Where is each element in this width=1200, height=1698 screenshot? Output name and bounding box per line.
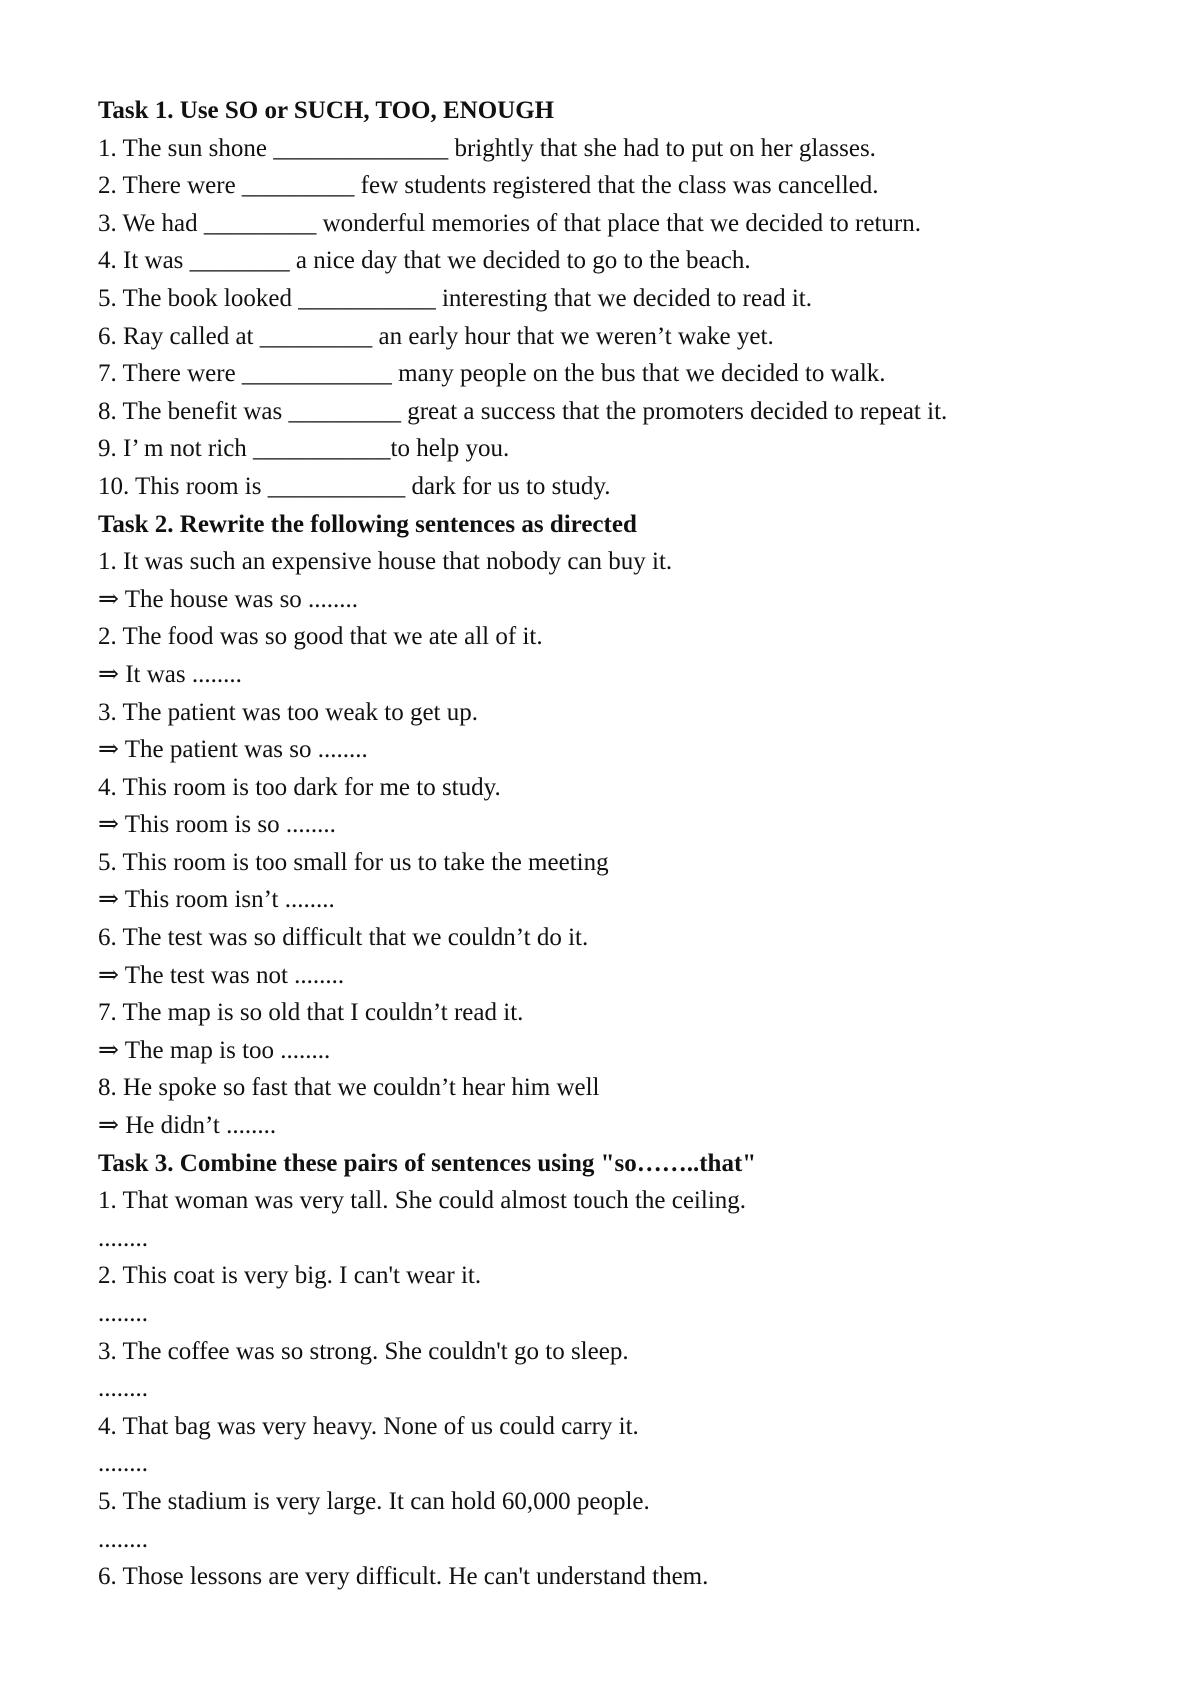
task1-item: 2. There were _________ few students registered that the class was cancelled.: [98, 172, 879, 200]
task1-item: 5. The book looked ___________ interesting that we decided to read it.: [98, 284, 812, 312]
task3-answer: ........: [98, 1375, 148, 1403]
task3-answer: ........: [98, 1450, 148, 1478]
task1-item: 8. The benefit was _________ great a success that the promoters decided to repeat it.: [98, 397, 948, 425]
task2-item: 4. This room is too dark for me to study.: [98, 773, 501, 801]
task3-item: 3. The coffee was so strong. She couldn't go to sleep.: [98, 1337, 629, 1365]
task3-item: 6. Those lessons are very difficult. He can't understand them.: [98, 1563, 709, 1591]
task1-item: 6. Ray called at _________ an early hour that we weren’t wake yet.: [98, 322, 774, 350]
task2-answer: ⇒ This room isn’t ........: [98, 886, 335, 914]
task1-title: Task 1. Use SO or SUCH, TOO, ENOUGH: [98, 97, 555, 124]
task3-answer: ........: [98, 1525, 148, 1553]
task3-answer: ........: [98, 1300, 148, 1327]
task3-item: 2. This coat is very big. I can't wear it.: [98, 1262, 482, 1290]
task3-item: 1. That woman was very tall. She could almost touch the ceiling.: [98, 1187, 747, 1215]
task2-title: Task 2. Rewrite the following sentences as directed: [98, 510, 637, 538]
task3-answer: ........: [98, 1224, 148, 1252]
task1-item: 10. This room is ___________ dark for us to study.: [98, 472, 611, 500]
worksheet: [98, 92, 1158, 1596]
task1-item: 9. I’ m not rich ___________to help you.: [98, 435, 510, 463]
task2-answer: ⇒ The patient was so ........: [98, 736, 368, 764]
task3-item: 5. The stadium is very large. It can hold 60,000 people.: [98, 1487, 650, 1515]
task2-answer: ⇒ The map is too ........: [98, 1036, 331, 1064]
task1-item: 7. There were ____________ many people on the bus that we decided to walk.: [98, 360, 886, 388]
task2-item: 5. This room is too small for us to take the meeting: [98, 848, 609, 876]
task2-item: 7. The map is so old that I couldn’t read it.: [98, 999, 524, 1027]
task3-title: Task 3. Combine these pairs of sentences using "so……..that": [98, 1149, 757, 1177]
task2-item: 2. The food was so good that we ate all of it.: [98, 623, 543, 651]
task2-answer: ⇒ The house was so ........: [98, 585, 359, 613]
task2-answer: ⇒ The test was not ........: [98, 961, 345, 989]
task2-answer: ⇒ It was ........: [98, 660, 242, 688]
task1-item: 4. It was ________ a nice day that we decided to go to the beach.: [98, 247, 751, 275]
task2-item: 1. It was such an expensive house that nobody can buy it.: [98, 548, 673, 576]
task2-item: 6. The test was so difficult that we couldn’t do it.: [98, 924, 589, 952]
task2-answer: ⇒ He didn’t ........: [98, 1112, 277, 1140]
task2-item: 8. He spoke so fast that we couldn’t hear him well: [98, 1074, 600, 1102]
task2-answer: ⇒ This room is so ........: [98, 811, 336, 839]
task2-item: 3. The patient was too weak to get up.: [98, 698, 479, 726]
task1-item: 3. We had _________ wonderful memories of that place that we decided to return.: [98, 209, 921, 237]
task3-item: 4. That bag was very heavy. None of us could carry it.: [98, 1412, 639, 1440]
task1-item: 1. The sun shone ______________ brightly that she had to put on her glasses.: [98, 134, 876, 162]
